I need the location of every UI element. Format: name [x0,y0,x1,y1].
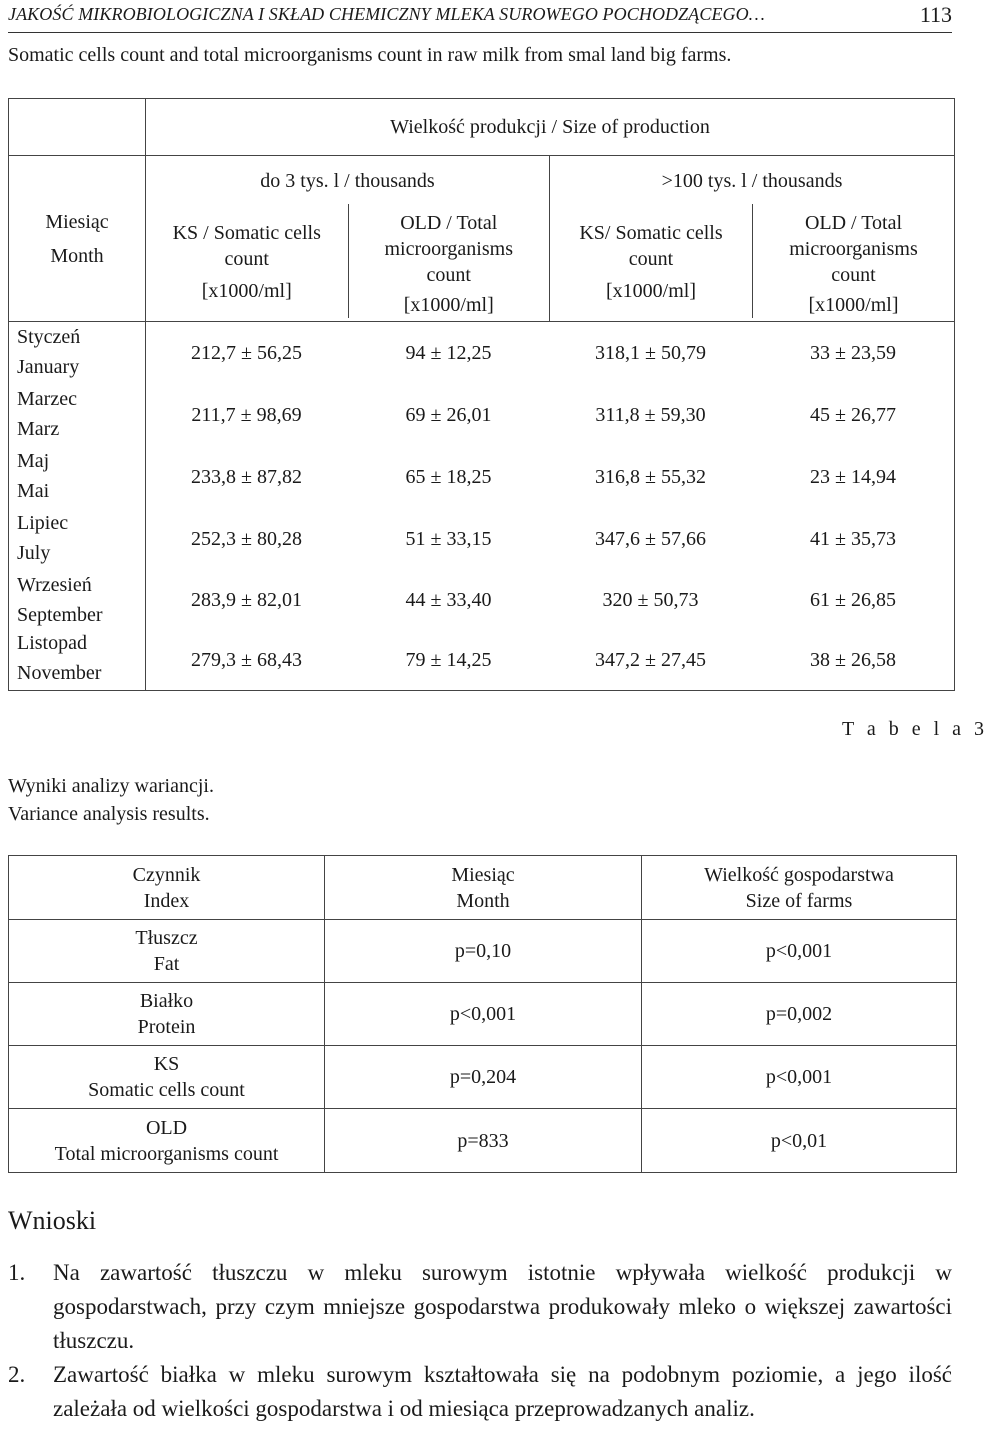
ks-small-value: 279,3 ± 68,43 [191,649,302,671]
old-small-unit: [x1000/ml] [403,294,494,316]
farm-size-p-value: p<0,01 [642,1109,957,1173]
page-number: 113 [919,2,952,27]
ks-big-label: KS/ Somatic cells count [579,222,723,270]
factor-en: Somatic cells count [88,1079,245,1101]
month-row [17,570,145,628]
month-pl: Wrzesień [17,574,92,596]
factor-cell [9,920,325,983]
month-en: July [17,542,51,564]
month-pl: Lipiec [17,512,69,534]
ks-small-header [146,220,348,318]
old-big-value: 61 ± 26,85 [810,589,896,611]
month-pl: Listopad [17,632,87,654]
ks-big-header [550,220,752,318]
table-header-row [9,856,957,920]
list-item [8,1256,952,1358]
old-big-label: OLD / Total microorganisms count [789,212,918,286]
running-title: JAKOŚĆ MIKROBIOLOGICZNA I SKŁAD CHEMICZNY MLEKA SUROWEGO POCHODZĄCEGO… [8,4,765,24]
month-pl: Marzec [17,388,77,410]
item-text: Na zawartość tłuszczu w mleku surowym istotnie wpływała wielkość produkcji w gospodarstwach, przy czym mniejsze gospodarstwa produkowały mleko o większej zawartości tłuszczu. [53,1260,952,1353]
ks-big-value: 311,8 ± 59,30 [595,404,706,426]
month-row [17,508,145,570]
table-row [146,508,955,570]
conclusions-list [8,1256,952,1426]
factor-pl: KS [153,1053,180,1075]
production-size-header: Wielkość produkcji / Size of production [146,99,955,156]
table3-caption [8,772,214,828]
ks-big-value: 316,8 ± 55,32 [595,466,706,488]
factor-header-pl: Czynnik [132,863,201,886]
item-number: 2. [8,1362,26,1387]
small-farms-group-label: do 3 tys. l / thousands [260,170,435,192]
ks-big-value: 320 ± 50,73 [602,589,699,611]
table3-caption-pl: Wyniki analizy wariancji. [8,775,214,797]
values-block [146,322,955,691]
table-row [146,570,955,630]
factor-en: Protein [137,1016,196,1038]
table-row [9,1109,957,1173]
month-en: November [17,662,102,684]
factor-cell [9,983,325,1046]
running-header [8,2,952,32]
month-en: Marz [17,418,60,440]
factor-pl: Białko [139,990,194,1012]
farm-size-p-value: p<0,001 [642,920,957,983]
header-divider [8,32,952,33]
values-inner-table [146,322,955,690]
table3-label: T a b e l a 3 [842,718,988,740]
farm-size-header-en: Size of farms [745,889,853,912]
old-big-value: 23 ± 14,94 [810,466,896,488]
month-row [17,446,145,508]
old-small-value: 65 ± 18,25 [405,466,492,488]
item-text: Zawartość białka w mleku surowym kształtowała się na podobnym poziomie, a jego ilość zależała od wielkości gospodarstwa i od miesiąca przeprowadzanych analiz. [53,1362,952,1421]
conclusions-title: Wnioski [8,1206,97,1235]
list-item [8,1358,952,1426]
old-big-value: 45 ± 26,77 [810,404,896,426]
factor-cell [9,1046,325,1109]
month-header [9,156,146,322]
month-row [17,628,145,688]
month-en: Mai [17,480,50,502]
ks-big-value: 347,6 ± 57,66 [595,528,706,550]
item-number: 1. [8,1260,26,1285]
month-pl: Maj [17,450,50,472]
old-small-value: 94 ± 12,25 [405,342,492,364]
ks-big-unit: [x1000/ml] [606,280,696,302]
ks-small-label: KS / Somatic cells count [172,222,321,270]
month-header-en: Month [50,244,104,267]
ks-small-value: 252,3 ± 80,28 [191,528,302,550]
old-small-label: OLD / Total microorganisms count [384,212,513,286]
big-farms-group-label: >100 tys. l / thousands [661,170,843,192]
farm-size-header [642,856,957,920]
month-list [17,322,145,688]
table1-corner-cell [9,99,146,156]
somatic-cells-table [8,98,955,691]
table-row [9,983,957,1046]
old-big-value: 41 ± 35,73 [810,528,896,550]
month-p-value: p<0,001 [325,983,642,1046]
ks-small-value: 211,7 ± 98,69 [191,404,302,426]
old-big-header [752,204,954,318]
ks-big-value: 347,2 ± 27,45 [595,649,706,671]
ks-small-value: 212,7 ± 56,25 [191,342,302,364]
farm-size-header-pl: Wielkość gospodarstwa [704,863,894,886]
table-row [146,446,955,508]
table-row [9,1046,957,1109]
month-row [17,322,145,384]
ks-small-unit: [x1000/ml] [201,280,292,302]
old-small-header [348,204,550,318]
old-small-value: 51 ± 33,15 [405,528,492,550]
table-row [9,920,957,983]
table1-caption: Somatic cells count and total microorganisms count in raw milk from smal land big farms. [8,44,732,66]
old-big-value: 38 ± 26,58 [810,649,896,671]
table-row [146,630,955,690]
factor-en: Total microorganisms count [54,1142,279,1165]
month-header-pl: Miesiąc [45,210,109,233]
old-small-value: 69 ± 26,01 [405,404,492,426]
month-p-value: p=0,10 [325,920,642,983]
old-big-value: 33 ± 23,59 [810,342,896,364]
factor-en: Fat [153,953,180,975]
month-p-value: p=0,204 [325,1046,642,1109]
month-header [325,856,642,920]
month-column [9,322,146,691]
small-farms-header [146,156,550,322]
factor-header [9,856,325,920]
old-big-unit: [x1000/ml] [808,294,899,316]
farm-size-p-value: p=0,002 [642,983,957,1046]
farm-size-p-value: p<0,001 [642,1046,957,1109]
month-header-pl: Miesiąc [451,863,515,886]
month-en: January [17,356,80,378]
table-row [146,384,955,446]
month-en: September [17,604,103,626]
factor-cell [9,1109,325,1173]
month-p-value: p=833 [325,1109,642,1173]
month-row [17,384,145,446]
month-pl: Styczeń [17,326,81,348]
factor-header-en: Index [143,889,190,912]
ks-small-value: 233,8 ± 87,82 [191,466,302,488]
variance-analysis-table [8,855,957,1173]
month-header-en: Month [456,889,510,912]
big-farms-header [550,156,955,322]
factor-pl: OLD [145,1116,188,1139]
table3-caption-en: Variance analysis results. [8,803,210,825]
factor-pl: Tłuszcz [135,927,198,949]
ks-big-value: 318,1 ± 50,79 [595,342,706,364]
old-small-value: 79 ± 14,25 [405,649,492,671]
old-small-value: 44 ± 33,40 [405,589,492,611]
table-row [146,322,955,384]
ks-small-value: 283,9 ± 82,01 [191,589,302,611]
